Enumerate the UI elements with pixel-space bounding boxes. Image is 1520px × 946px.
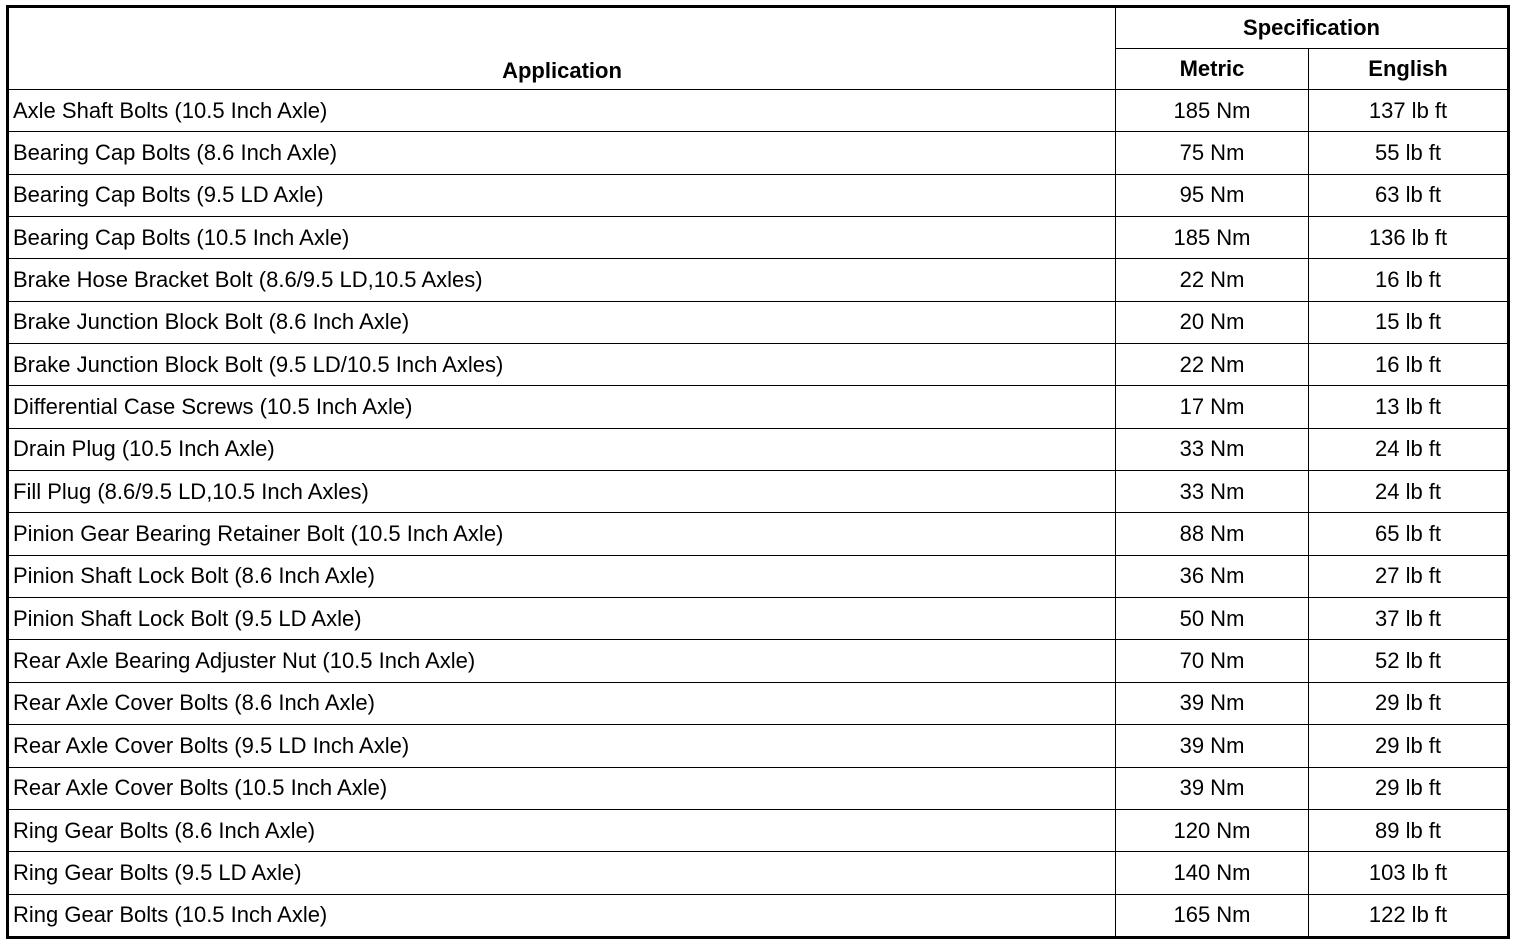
application-cell: Rear Axle Cover Bolts (8.6 Inch Axle) xyxy=(8,682,1116,724)
table-row xyxy=(8,471,1509,513)
table-row xyxy=(8,852,1509,894)
english-cell: 65 lb ft xyxy=(1309,513,1509,555)
english-header: English xyxy=(1309,49,1509,90)
metric-cell: 88 Nm xyxy=(1116,513,1309,555)
metric-cell: 39 Nm xyxy=(1116,767,1309,809)
english-cell: 136 lb ft xyxy=(1309,217,1509,259)
english-cell: 13 lb ft xyxy=(1309,386,1509,428)
english-cell: 29 lb ft xyxy=(1309,682,1509,724)
application-cell: Differential Case Screws (10.5 Inch Axle) xyxy=(8,386,1116,428)
table-row xyxy=(8,132,1509,174)
metric-cell: 165 Nm xyxy=(1116,894,1309,937)
english-cell: 122 lb ft xyxy=(1309,894,1509,937)
english-cell: 29 lb ft xyxy=(1309,767,1509,809)
metric-cell: 36 Nm xyxy=(1116,555,1309,597)
metric-cell: 39 Nm xyxy=(1116,682,1309,724)
table-row xyxy=(8,555,1509,597)
english-cell: 29 lb ft xyxy=(1309,725,1509,767)
metric-header: Metric xyxy=(1116,49,1309,90)
application-cell: Drain Plug (10.5 Inch Axle) xyxy=(8,428,1116,470)
table-header xyxy=(8,7,1509,90)
table-row xyxy=(8,386,1509,428)
metric-cell: 20 Nm xyxy=(1116,301,1309,343)
metric-cell: 70 Nm xyxy=(1116,640,1309,682)
table-row xyxy=(8,640,1509,682)
application-cell: Ring Gear Bolts (10.5 Inch Axle) xyxy=(8,894,1116,937)
english-cell: 24 lb ft xyxy=(1309,471,1509,513)
table-row xyxy=(8,682,1509,724)
metric-cell: 120 Nm xyxy=(1116,809,1309,851)
application-cell: Pinion Shaft Lock Bolt (9.5 LD Axle) xyxy=(8,598,1116,640)
application-cell: Bearing Cap Bolts (8.6 Inch Axle) xyxy=(8,132,1116,174)
english-cell: 52 lb ft xyxy=(1309,640,1509,682)
metric-cell: 185 Nm xyxy=(1116,217,1309,259)
table-row xyxy=(8,90,1509,132)
application-cell: Pinion Shaft Lock Bolt (8.6 Inch Axle) xyxy=(8,555,1116,597)
table-body xyxy=(8,90,1509,938)
english-cell: 55 lb ft xyxy=(1309,132,1509,174)
english-cell: 27 lb ft xyxy=(1309,555,1509,597)
application-cell: Bearing Cap Bolts (10.5 Inch Axle) xyxy=(8,217,1116,259)
table-row xyxy=(8,344,1509,386)
metric-cell: 140 Nm xyxy=(1116,852,1309,894)
table-row xyxy=(8,894,1509,937)
english-cell: 16 lb ft xyxy=(1309,344,1509,386)
application-cell: Rear Axle Bearing Adjuster Nut (10.5 Inch Axle) xyxy=(8,640,1116,682)
table-row xyxy=(8,174,1509,216)
application-cell: Bearing Cap Bolts (9.5 LD Axle) xyxy=(8,174,1116,216)
application-cell: Rear Axle Cover Bolts (9.5 LD Inch Axle) xyxy=(8,725,1116,767)
application-cell: Ring Gear Bolts (8.6 Inch Axle) xyxy=(8,809,1116,851)
application-cell: Rear Axle Cover Bolts (10.5 Inch Axle) xyxy=(8,767,1116,809)
metric-cell: 33 Nm xyxy=(1116,428,1309,470)
metric-cell: 33 Nm xyxy=(1116,471,1309,513)
specification-header: Specification xyxy=(1116,7,1509,49)
table-row xyxy=(8,767,1509,809)
table-row xyxy=(8,428,1509,470)
application-cell: Brake Junction Block Bolt (9.5 LD/10.5 Inch Axles) xyxy=(8,344,1116,386)
english-cell: 15 lb ft xyxy=(1309,301,1509,343)
metric-cell: 22 Nm xyxy=(1116,259,1309,301)
table-row xyxy=(8,598,1509,640)
english-cell: 89 lb ft xyxy=(1309,809,1509,851)
metric-cell: 22 Nm xyxy=(1116,344,1309,386)
application-cell: Fill Plug (8.6/9.5 LD,10.5 Inch Axles) xyxy=(8,471,1116,513)
metric-cell: 75 Nm xyxy=(1116,132,1309,174)
table-row xyxy=(8,259,1509,301)
metric-cell: 50 Nm xyxy=(1116,598,1309,640)
english-cell: 16 lb ft xyxy=(1309,259,1509,301)
table-row xyxy=(8,513,1509,555)
application-cell: Axle Shaft Bolts (10.5 Inch Axle) xyxy=(8,90,1116,132)
english-cell: 37 lb ft xyxy=(1309,598,1509,640)
english-cell: 63 lb ft xyxy=(1309,174,1509,216)
application-cell: Ring Gear Bolts (9.5 LD Axle) xyxy=(8,852,1116,894)
english-cell: 103 lb ft xyxy=(1309,852,1509,894)
table-row xyxy=(8,301,1509,343)
torque-spec-table xyxy=(6,5,1510,939)
application-cell: Brake Junction Block Bolt (8.6 Inch Axle) xyxy=(8,301,1116,343)
table-row xyxy=(8,217,1509,259)
english-cell: 137 lb ft xyxy=(1309,90,1509,132)
metric-cell: 95 Nm xyxy=(1116,174,1309,216)
application-cell: Brake Hose Bracket Bolt (8.6/9.5 LD,10.5 Axles) xyxy=(8,259,1116,301)
metric-cell: 39 Nm xyxy=(1116,725,1309,767)
application-header: Application xyxy=(8,7,1116,90)
metric-cell: 185 Nm xyxy=(1116,90,1309,132)
english-cell: 24 lb ft xyxy=(1309,428,1509,470)
application-cell: Pinion Gear Bearing Retainer Bolt (10.5 Inch Axle) xyxy=(8,513,1116,555)
header-row-top xyxy=(8,7,1509,49)
metric-cell: 17 Nm xyxy=(1116,386,1309,428)
table-row xyxy=(8,809,1509,851)
table-row xyxy=(8,725,1509,767)
